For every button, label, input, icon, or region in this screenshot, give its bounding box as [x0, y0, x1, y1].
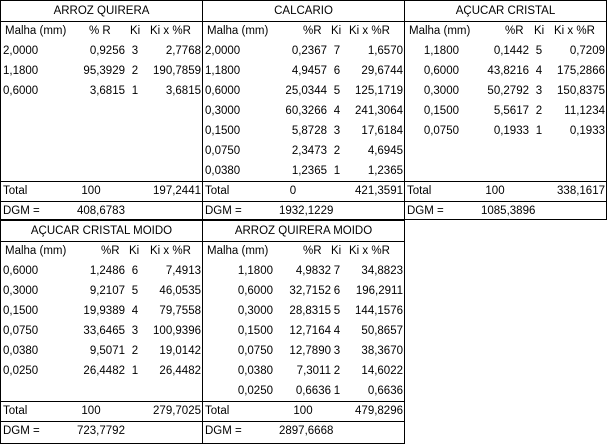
- table-cell: 0,6636: [295, 385, 331, 397]
- table-cell: 43,8216: [487, 65, 529, 77]
- column-header: Ki x %R: [349, 245, 390, 257]
- table-cell: 0,1442: [493, 45, 529, 57]
- table-cell: 1,1800: [423, 45, 459, 57]
- table-cell: 0,7209: [569, 45, 605, 57]
- table-cell: 0,6000: [3, 85, 39, 97]
- table-cell: 1,2486: [89, 265, 125, 277]
- table-cell: 32,7152: [289, 285, 331, 297]
- table-cell: 19,0142: [159, 345, 201, 357]
- table-cell: 29,6744: [361, 65, 403, 77]
- table-cell: 1,1800: [3, 65, 39, 77]
- total-percent: 0: [289, 185, 297, 197]
- table-cell: 0,0250: [3, 365, 39, 377]
- column-header: %R: [101, 245, 120, 257]
- table-cell: 1,1800: [205, 65, 241, 77]
- table-cell: 25,0344: [285, 85, 327, 97]
- table-cell: 3,6815: [165, 85, 201, 97]
- table-cell: 4: [333, 325, 341, 337]
- column-header: Ki x %R: [150, 25, 191, 37]
- table-cell: 2: [535, 105, 543, 117]
- table-cell: 17,6184: [361, 125, 403, 137]
- table-cell: 0,3000: [237, 305, 273, 317]
- table-cell: 3,6815: [89, 85, 125, 97]
- table-cell: 1: [131, 85, 139, 97]
- dgm-label: DGM =: [205, 205, 242, 217]
- table-cell: 0,1500: [3, 305, 39, 317]
- table-cell: 5,5617: [493, 105, 529, 117]
- table-block: [202, 220, 405, 444]
- table-cell: 5,8728: [291, 125, 327, 137]
- table-cell: 50,8657: [361, 325, 403, 337]
- table-cell: 175,2866: [557, 65, 605, 77]
- total-percent: 100: [485, 185, 505, 197]
- table-cell: 2: [131, 345, 139, 357]
- total-percent: 100: [81, 405, 101, 417]
- table-cell: 241,3064: [355, 105, 403, 117]
- column-header: Malha (mm): [409, 25, 471, 37]
- column-header: Ki x %R: [349, 25, 390, 37]
- column-header: % R: [89, 25, 111, 37]
- total-percent: 100: [293, 405, 313, 417]
- column-header: Ki x %R: [554, 25, 595, 37]
- table-cell: 0,0380: [205, 165, 241, 177]
- table-block: [202, 0, 405, 220]
- table-cell: 0,6000: [205, 85, 241, 97]
- table-cell: 1: [333, 385, 341, 397]
- table-cell: 5: [535, 45, 543, 57]
- table-cell: 6: [333, 65, 341, 77]
- table-cell: 0,3000: [205, 105, 241, 117]
- column-header: Ki: [130, 25, 141, 37]
- table-cell: 1,2365: [367, 165, 403, 177]
- table-cell: 11,1234: [564, 105, 605, 117]
- table-cell: 1: [131, 365, 139, 377]
- column-header: Malha (mm): [5, 25, 67, 37]
- table-cell: 2: [131, 65, 139, 77]
- table-cell: 0,3000: [423, 85, 459, 97]
- dgm-value: 2897,6668: [279, 425, 334, 437]
- table-cell: 3: [535, 85, 543, 97]
- table-cell: 1: [535, 125, 543, 137]
- table-title: AÇUCAR CRISTAL: [405, 1, 606, 22]
- table-cell: 0,0750: [205, 145, 241, 157]
- table-cell: 2: [333, 145, 341, 157]
- table-cell: 46,0535: [159, 285, 201, 297]
- column-header: %R: [303, 245, 322, 257]
- table-cell: 2,0000: [205, 45, 241, 57]
- table-cell: 0,0750: [3, 325, 39, 337]
- table-cell: 38,3670: [361, 345, 403, 357]
- table-cell: 1,2365: [291, 165, 327, 177]
- dgm-value: 408,6783: [77, 205, 125, 217]
- table-cell: 12,7890: [289, 345, 331, 357]
- table-cell: 0,1500: [205, 125, 241, 137]
- table-cell: 190,7859: [153, 65, 201, 77]
- table-cell: 0,6000: [423, 65, 459, 77]
- table-cell: 7,3011: [296, 365, 331, 377]
- table-cell: 3: [333, 345, 341, 357]
- table-title: ARROZ QUIRERA: [1, 1, 202, 22]
- table-cell: 26,4482: [159, 365, 201, 377]
- column-header: Ki: [129, 245, 140, 257]
- table-block: [0, 0, 203, 220]
- table-block: [404, 0, 607, 220]
- table-cell: 1,1800: [237, 265, 273, 277]
- total-ki-r: 197,2441: [153, 185, 201, 197]
- table-cell: 6: [131, 265, 139, 277]
- table-cell: 5: [333, 85, 341, 97]
- table-title: AÇUCAR CRISTAL MOIDO: [1, 221, 202, 242]
- dgm-label: DGM =: [407, 205, 444, 217]
- column-header: Malha (mm): [207, 25, 269, 37]
- table-cell: 12,7164: [289, 325, 331, 337]
- table-cell: 9,5071: [89, 345, 125, 357]
- total-label: Total: [205, 185, 230, 197]
- table-block: [0, 220, 203, 444]
- dgm-value: 723,7792: [77, 425, 125, 437]
- table-cell: 6: [333, 285, 341, 297]
- dgm-label: DGM =: [3, 205, 40, 217]
- table-cell: 1: [333, 165, 341, 177]
- table-cell: 7: [333, 45, 341, 57]
- table-cell: 0,0750: [237, 345, 273, 357]
- table-cell: 4,6945: [367, 145, 403, 157]
- table-cell: 79,7558: [159, 305, 201, 317]
- table-cell: 0,0380: [237, 365, 273, 377]
- table-cell: 4: [535, 65, 543, 77]
- column-header: Malha (mm): [5, 245, 67, 257]
- table-cell: 26,4482: [83, 365, 125, 377]
- table-cell: 196,2911: [355, 285, 403, 297]
- total-ki-r: 338,1617: [557, 185, 605, 197]
- table-cell: 150,8375: [557, 85, 605, 97]
- table-cell: 60,3266: [285, 105, 327, 117]
- table-cell: 2,0000: [3, 45, 39, 57]
- total-ki-r: 279,7025: [153, 405, 201, 417]
- total-label: Total: [3, 185, 28, 197]
- table-cell: 5: [333, 305, 341, 317]
- table-cell: 0,2367: [291, 45, 327, 57]
- dgm-label: DGM =: [3, 425, 40, 437]
- table-cell: 95,3929: [83, 65, 125, 77]
- column-header: Ki: [331, 245, 342, 257]
- table-cell: 9,2107: [89, 285, 125, 297]
- table-cell: 2,3473: [291, 145, 327, 157]
- table-cell: 0,6000: [237, 285, 273, 297]
- table-cell: 144,1576: [355, 305, 403, 317]
- table-cell: 0,6636: [367, 385, 403, 397]
- table-cell: 7: [333, 265, 341, 277]
- table-cell: 0,6000: [3, 265, 39, 277]
- table-cell: 2,7768: [165, 45, 201, 57]
- table-cell: 0,1500: [423, 105, 459, 117]
- column-header: Malha (mm): [207, 245, 269, 257]
- total-label: Total: [205, 405, 230, 417]
- dgm-value: 1932,1229: [279, 205, 334, 217]
- dgm-value: 1085,3896: [481, 205, 536, 217]
- column-header: Ki: [331, 25, 342, 37]
- table-cell: 0,0250: [237, 385, 273, 397]
- table-cell: 34,8823: [361, 265, 403, 277]
- table-cell: 4,9832: [295, 265, 331, 277]
- table-cell: 19,9389: [83, 305, 125, 317]
- table-cell: 3: [333, 125, 341, 137]
- table-cell: 33,6465: [83, 325, 125, 337]
- table-cell: 14,6022: [361, 365, 403, 377]
- table-cell: 0,1933: [493, 125, 529, 137]
- table-cell: 7,4913: [165, 265, 201, 277]
- total-ki-r: 421,3591: [355, 185, 403, 197]
- total-label: Total: [407, 185, 432, 197]
- table-cell: 4: [333, 105, 341, 117]
- table-cell: 125,1719: [355, 85, 403, 97]
- dgm-label: DGM =: [205, 425, 242, 437]
- table-cell: 3: [131, 325, 139, 337]
- table-cell: 28,8315: [289, 305, 331, 317]
- table-cell: 5: [131, 285, 139, 297]
- table-cell: 50,2792: [487, 85, 529, 97]
- table-cell: 0,9256: [89, 45, 125, 57]
- table-title: ARROZ QUIRERA MOIDO: [203, 221, 404, 242]
- table-cell: 0,1933: [569, 125, 605, 137]
- column-header: %R: [505, 25, 524, 37]
- table-cell: 0,1500: [237, 325, 273, 337]
- table-cell: 0,0380: [3, 345, 39, 357]
- table-cell: 0,3000: [3, 285, 39, 297]
- table-cell: 4,9457: [291, 65, 327, 77]
- column-header: %R: [303, 25, 322, 37]
- column-header: Ki x %R: [150, 245, 191, 257]
- table-cell: 100,9396: [153, 325, 201, 337]
- total-percent: 100: [81, 185, 101, 197]
- table-cell: 1,6570: [367, 45, 403, 57]
- total-label: Total: [3, 405, 28, 417]
- table-cell: 2: [333, 365, 341, 377]
- table-cell: 3: [131, 45, 139, 57]
- column-header: Ki: [534, 25, 545, 37]
- table-cell: 4: [131, 305, 139, 317]
- total-ki-r: 479,8296: [355, 405, 403, 417]
- table-cell: 0,0750: [423, 125, 459, 137]
- table-title: CALCARIO: [203, 1, 404, 22]
